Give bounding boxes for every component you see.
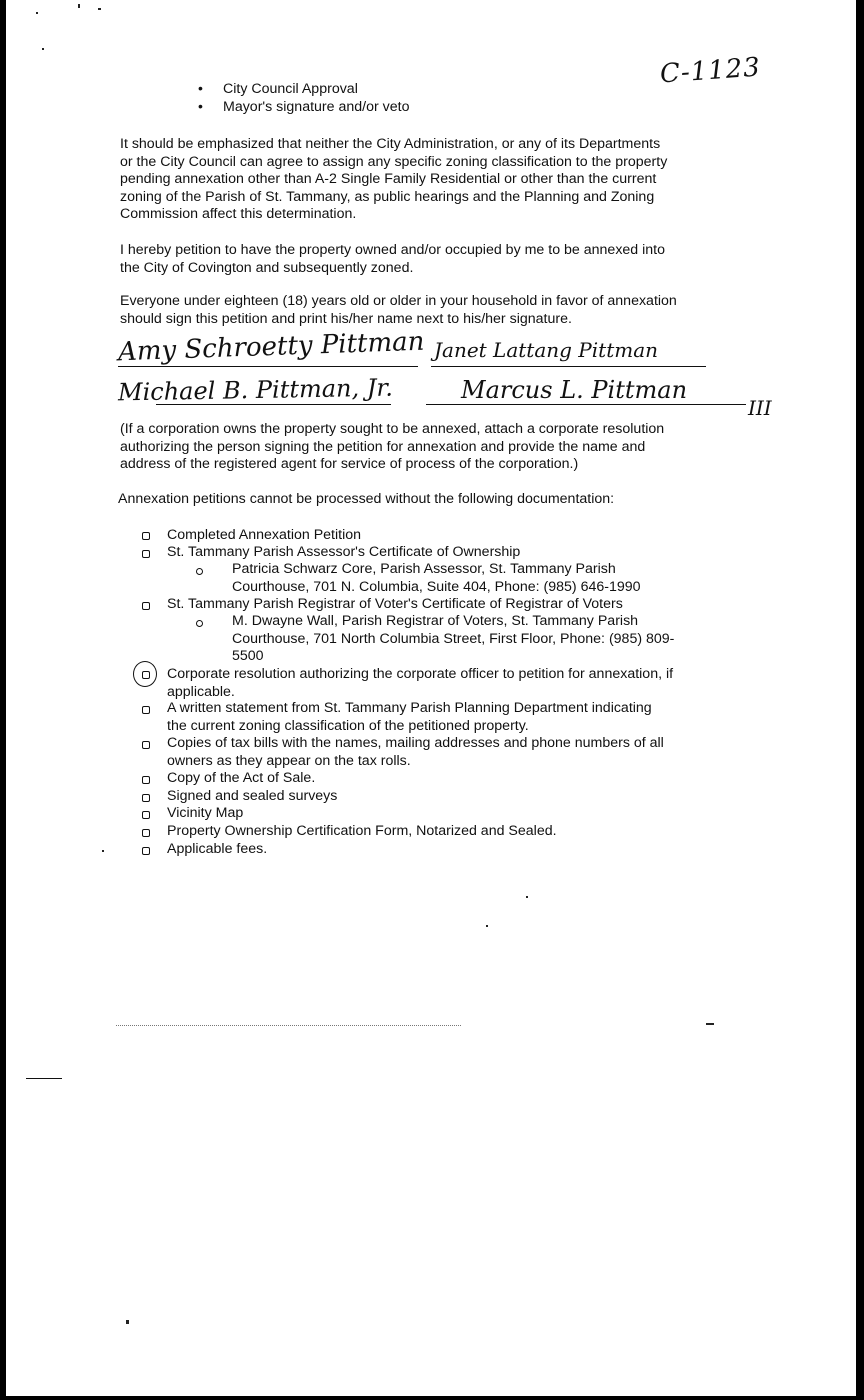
checkbox-icon <box>142 847 150 855</box>
checkbox-icon <box>142 550 150 558</box>
signature-3: Michael B. Pittman, Jr. <box>117 373 394 407</box>
checklist-item: Completed Annexation Petition <box>167 527 362 543</box>
checkbox-icon <box>142 811 150 819</box>
household-paragraph: Everyone under eighteen (18) years old or older in your household in favor of annexation should sign this petition and print his/her name next to his/her signature. <box>120 293 677 327</box>
signature-line <box>118 366 418 367</box>
scan-speck <box>486 925 488 927</box>
checklist-subitem: Patricia Schwarz Core, Parish Assessor, St. Tammany Parish Courthouse, 701 N. Columbia, Suite 404, Phone: (985) 646-1990 <box>232 561 641 595</box>
checklist-item: St. Tammany Parish Assessor's Certificate of Ownership <box>167 544 521 560</box>
checkbox-icon <box>142 706 150 714</box>
scan-speck <box>78 4 80 8</box>
scan-speck <box>526 896 528 898</box>
checklist-item: Copies of tax bills with the names, mailing addresses and phone numbers of all owners as they appear on the tax rolls. <box>167 735 664 769</box>
checklist-item: Copy of the Act of Sale. <box>167 770 316 786</box>
checkbox-icon <box>142 829 150 837</box>
signature-line <box>431 366 706 367</box>
checkbox-icon <box>142 776 150 784</box>
corporation-paragraph: (If a corporation owns the property sought to be annexed, attach a corporate resolution authorizing the person signing the petition for annexation and provide the name and address of the registered agent for service of process of the corporation.) <box>120 421 665 472</box>
sub-bullet-icon <box>196 620 203 627</box>
checkbox-icon <box>142 602 150 610</box>
page-code: C-1123 <box>659 52 762 90</box>
checkbox-icon <box>142 741 150 749</box>
emphasis-paragraph: It should be emphasized that neither the City Administration, or any of its Departments or the City Council can agree to assign any specific zoning classification to the property pending annexation other than A-2 Single Family Residential or other than the current zoning of the Parish of St. Tammany, as public hearings and the Planning and Zoning Commission affect this determination. <box>120 136 668 222</box>
scan-speck <box>126 1320 129 1324</box>
bullet-icon: • <box>198 98 203 114</box>
scan-noise-line <box>116 1025 461 1026</box>
checklist-subitem: M. Dwayne Wall, Parish Registrar of Voters, St. Tammany Parish Courthouse, 701 North Columbia Street, First Floor, Phone: (985) 809- 5500 <box>232 613 675 664</box>
checklist-item: Signed and sealed surveys <box>167 788 338 804</box>
signature-4: Marcus L. Pittman <box>461 376 688 404</box>
scan-speck <box>36 12 38 14</box>
checklist-item: Vicinity Map <box>167 805 244 821</box>
signature-line <box>156 404 391 405</box>
sub-bullet-icon <box>196 568 203 575</box>
checklist-item: A written statement from St. Tammany Parish Planning Department indicating the current zoning classification of the petitioned property. <box>167 700 652 734</box>
bullet-icon: • <box>198 80 203 96</box>
scan-speck <box>706 1023 714 1025</box>
document-page <box>6 0 856 1396</box>
scan-speck <box>98 8 101 10</box>
checklist-item: Corporate resolution authorizing the corporate officer to petition for annexation, if applicable. <box>167 666 674 700</box>
checkbox-icon <box>142 532 150 540</box>
scan-speck <box>42 48 44 50</box>
margin-rule <box>26 1078 62 1079</box>
signature-4-suffix: III <box>748 396 772 420</box>
checkbox-icon <box>142 794 150 802</box>
checklist-item: Property Ownership Certification Form, Notarized and Sealed. <box>167 823 557 839</box>
checklist-item: St. Tammany Parish Registrar of Voter's Certificate of Registrar of Voters <box>167 596 623 612</box>
documentation-intro: Annexation petitions cannot be processed without the following documentation: <box>118 491 615 507</box>
scan-speck <box>102 850 104 852</box>
hand-drawn-circle-icon <box>133 661 157 687</box>
petition-paragraph: I hereby petition to have the property owned and/or occupied by me to be annexed into the City of Covington and subsequently zoned. <box>120 242 666 276</box>
signature-1: Amy Schroetty Pittman <box>117 326 425 368</box>
checklist-item: Applicable fees. <box>167 841 268 857</box>
signature-2: Janet Lattang Pittman <box>434 338 658 362</box>
approval-bullet: Mayor's signature and/or veto <box>223 99 410 115</box>
signature-line <box>426 404 746 405</box>
approval-bullet: City Council Approval <box>223 81 358 97</box>
